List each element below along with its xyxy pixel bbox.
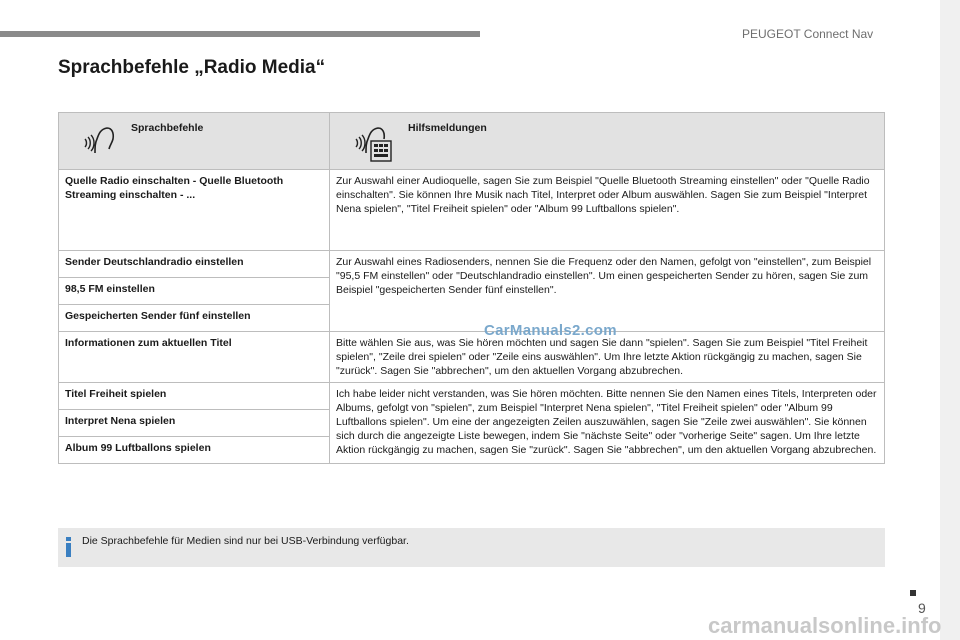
brand-label: PEUGEOT Connect Nav	[742, 27, 874, 41]
footer-watermark: carmanualsonline.info	[708, 613, 942, 638]
command-cell	[59, 278, 330, 305]
notice-box	[58, 528, 885, 567]
header-label-help: Hilfsmeldungen	[408, 122, 487, 134]
info-icon	[63, 537, 75, 557]
command-cell	[59, 383, 330, 410]
help-cell	[330, 170, 885, 251]
table-row	[59, 170, 885, 251]
command-text: Informationen zum aktuellen Titel	[65, 337, 232, 349]
command-text: Titel Freiheit spielen	[65, 388, 167, 400]
help-text: Zur Auswahl eines Radiosenders, nennen Sie die Frequenz oder den Namen, gefolgt von "einstellen", zum Beispiel "95,5 FM einstellen" oder "Deutschlandradio einstellen". Um einen gespeicherten Sender zu hören, sagen Sie zum Beispiel "gespeicherten Sender fünf einstellen".	[336, 256, 872, 296]
page-edge-strip	[940, 0, 960, 640]
watermark-text: CarManuals2.com	[484, 322, 617, 339]
command-cell	[59, 332, 330, 383]
page-marker	[910, 590, 916, 596]
command-text: Album 99 Luftballons spielen	[65, 442, 211, 454]
command-cell	[59, 305, 330, 332]
command-text: Interpret Nena spielen	[65, 415, 176, 427]
header-cell-help	[330, 113, 885, 170]
page-title: Sprachbefehle „Radio Media“	[58, 57, 326, 78]
help-text: Bitte wählen Sie aus, was Sie hören möchten und sagen Sie dann "spielen". Sagen Sie zum Beispiel "Titel Freiheit spielen", "Zeile drei spielen" oder "Zeile eins auswählen". Um Ihre letzte Aktion rückgängig zu machen, sagen Sie "zurück". Sagen Sie "abbrechen", um den aktuellen Vorgang abzubrechen.	[336, 337, 868, 377]
command-cell	[59, 437, 330, 464]
table-row	[59, 332, 885, 383]
help-text: Zur Auswahl einer Audioquelle, sagen Sie zum Beispiel "Quelle Bluetooth Streaming einstellen" oder "Quelle Radio einschalten". Sie können Ihre Musik nach Titel, Interpret oder Album auswählen. Sagen Sie zum Beispiel "Interpret Nena spielen", "Titel Freiheit spielen" oder "Album 99 Luftballons spielen".	[336, 175, 870, 215]
header-label-commands: Sprachbefehle	[131, 122, 204, 134]
voice-command-table	[58, 112, 885, 464]
command-text: 98,5 FM einstellen	[65, 283, 155, 295]
page-number: 9	[918, 600, 926, 616]
header-cell-commands	[59, 113, 330, 170]
voice-speak-icon	[81, 121, 119, 159]
command-text: Sender Deutschlandradio einstellen	[65, 256, 244, 268]
table-row	[59, 251, 885, 278]
command-cell	[59, 170, 330, 251]
command-text: Quelle Radio einschalten - Quelle Bluetooth Streaming einschalten - ...	[65, 175, 284, 201]
notice-text: Die Sprachbefehle für Medien sind nur bei USB-Verbindung verfügbar.	[82, 535, 409, 547]
voice-help-keypad-icon	[352, 121, 394, 163]
help-cell	[330, 251, 885, 332]
help-cell	[330, 383, 885, 464]
command-text: Gespeicherten Sender fünf einstellen	[65, 310, 251, 322]
header-bar	[0, 31, 480, 37]
table-row	[59, 383, 885, 410]
table-header-row	[59, 113, 885, 170]
command-cell	[59, 410, 330, 437]
help-text: Ich habe leider nicht verstanden, was Sie hören möchten. Bitte nennen Sie den Namen eines Titels, Interpreten oder Albums, gefolgt von "spielen", zum Beispiel "Interpret Nena spielen", "Titel Freiheit spielen" oder "Album 99 Luftballons spielen". Um eine der angezeigten Zeilen auszuwählen, sagen Sie "Zeile zwei auswählen". Sie können sich durch die angezeigte Liste bewegen, indem Sie "nächste Seite" oder "vorherige Seite" sagen. Um Ihre letzte Aktion rückgängig zu machen, sagen Sie "zurück". Sagen Sie "abbrechen", um den aktuellen Vorgang abzubrechen.	[336, 388, 877, 456]
command-cell	[59, 251, 330, 278]
help-cell	[330, 332, 885, 383]
